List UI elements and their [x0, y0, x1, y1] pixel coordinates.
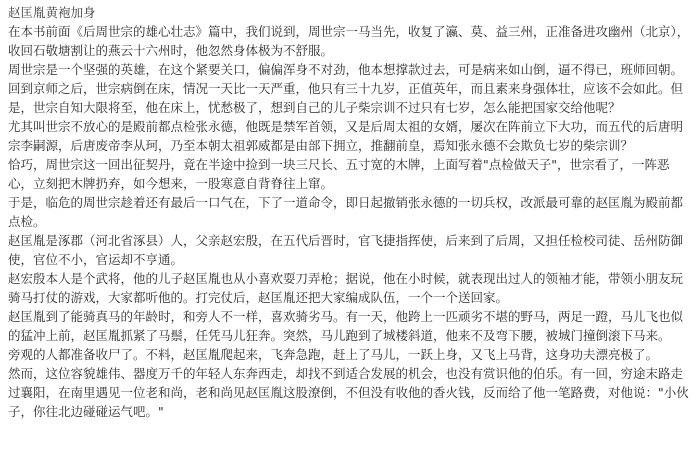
paragraph: 在本书前面《后周世宗的雄心壮志》篇中，我们说到，周世宗一马当先，收复了瀛、莫、益三州，正准备进攻幽州（北京），收回石敬塘割让的燕云十六州时，他忽然身体极为不舒服。 — [8, 24, 690, 58]
paragraph: 旁观的人都准备收尸了。不料，赵匡胤爬起来，飞奔急跑，赶上了马儿，一跃上身，又飞上马背，这身功夫漂亮极了。 — [8, 347, 659, 362]
article-title: 赵匡胤黄袍加身 — [8, 5, 96, 20]
paragraph: 赵宏殷本人是个武将，他的儿子赵匡胤也从小喜欢耍刀弄枪；据说，他在小时候，就表现出过人的领袖才能，带领小朋友玩骑马打仗的游戏，大家都听他的。打完仗后，赵匡胤还把大家编成队伍，一个一个送回家。 — [8, 271, 684, 305]
paragraph: 周世宗是一个坚强的英雄，在这个紧要关口，偏偏浑身不对劲，他本想撑款过去，可是病来如山倒，逼不得已，班师回朝。 — [8, 62, 684, 77]
paragraph: 尤其叫世宗不放心的是殿前都点检张永德，他既是禁军首领，又是后周太祖的女婿，屡次在阵前立下大功，而五代的后唐明宗李嗣源，后唐废帝李从珂，乃至本朝太祖郭威都是由部下拥立，推翻前皇，焉知张永德不会欺负七岁的柴宗训？ — [8, 119, 684, 153]
paragraph: 回到京师之后，世宗病倒在床，情况一天比一天严重，他只有三十九岁，正值英年，而且素来身强体壮，应该不会如此。但是，世宗自知大限将至，他在床上，忧愁极了，想到自己的儿子柴宗训不过只有七岁，怎么能把国家交给他呢？ — [8, 81, 684, 115]
paragraph: 恰巧，周世宗这一回出征契丹，竟在半途中捡到一块三尺长、五寸宽的木牌，上面写着"点检做天子"，世宗看了，一阵恶心，立刻把木牌扔弃，如今想来，一股寒意自背脊往上窜。 — [8, 157, 670, 191]
paragraph: 赵匡胤是涿郡（河北省涿县）人，父亲赵宏殷，在五代后晋时，官飞捷指挥使，后来到了后周，又担任检校司徒、岳州防御使，官位不小，官运却不亨通。 — [8, 233, 684, 267]
paragraph: 然而，这位容貌雄伟、器度万千的年轻人东奔西走，却找不到适合发展的机会，也没有赏识他的伯乐。有一回，穷途末路走过襄阳，在南里遇见一位老和尚，老和尚见赵匡胤这股潦倒，不但没有收他的香火钱，反而给了他一笔路费，对他说："小伙子，你往北边碰碰运气吧。" — [8, 366, 689, 419]
paragraph: 赵匡胤到了能骑真马的年龄时，和旁人不一样，喜欢骑劣马。有一天，他跨上一匹顽劣不堪的野马，两足一蹬，马儿飞也似的猛冲上前，赵匡胤抓紧了马鬃，任凭马儿狂奔。突然，马儿跑到了城楼斜道，他来不及弯下腰，被城门撞倒滚下马来。 — [8, 309, 684, 343]
paragraph: 于是，临危的周世宗趁着还有最后一口气在，下了一道命令，即日起撤销张永德的一切兵权，改派最可靠的赵匡胤为殿前都点检。 — [8, 195, 684, 229]
